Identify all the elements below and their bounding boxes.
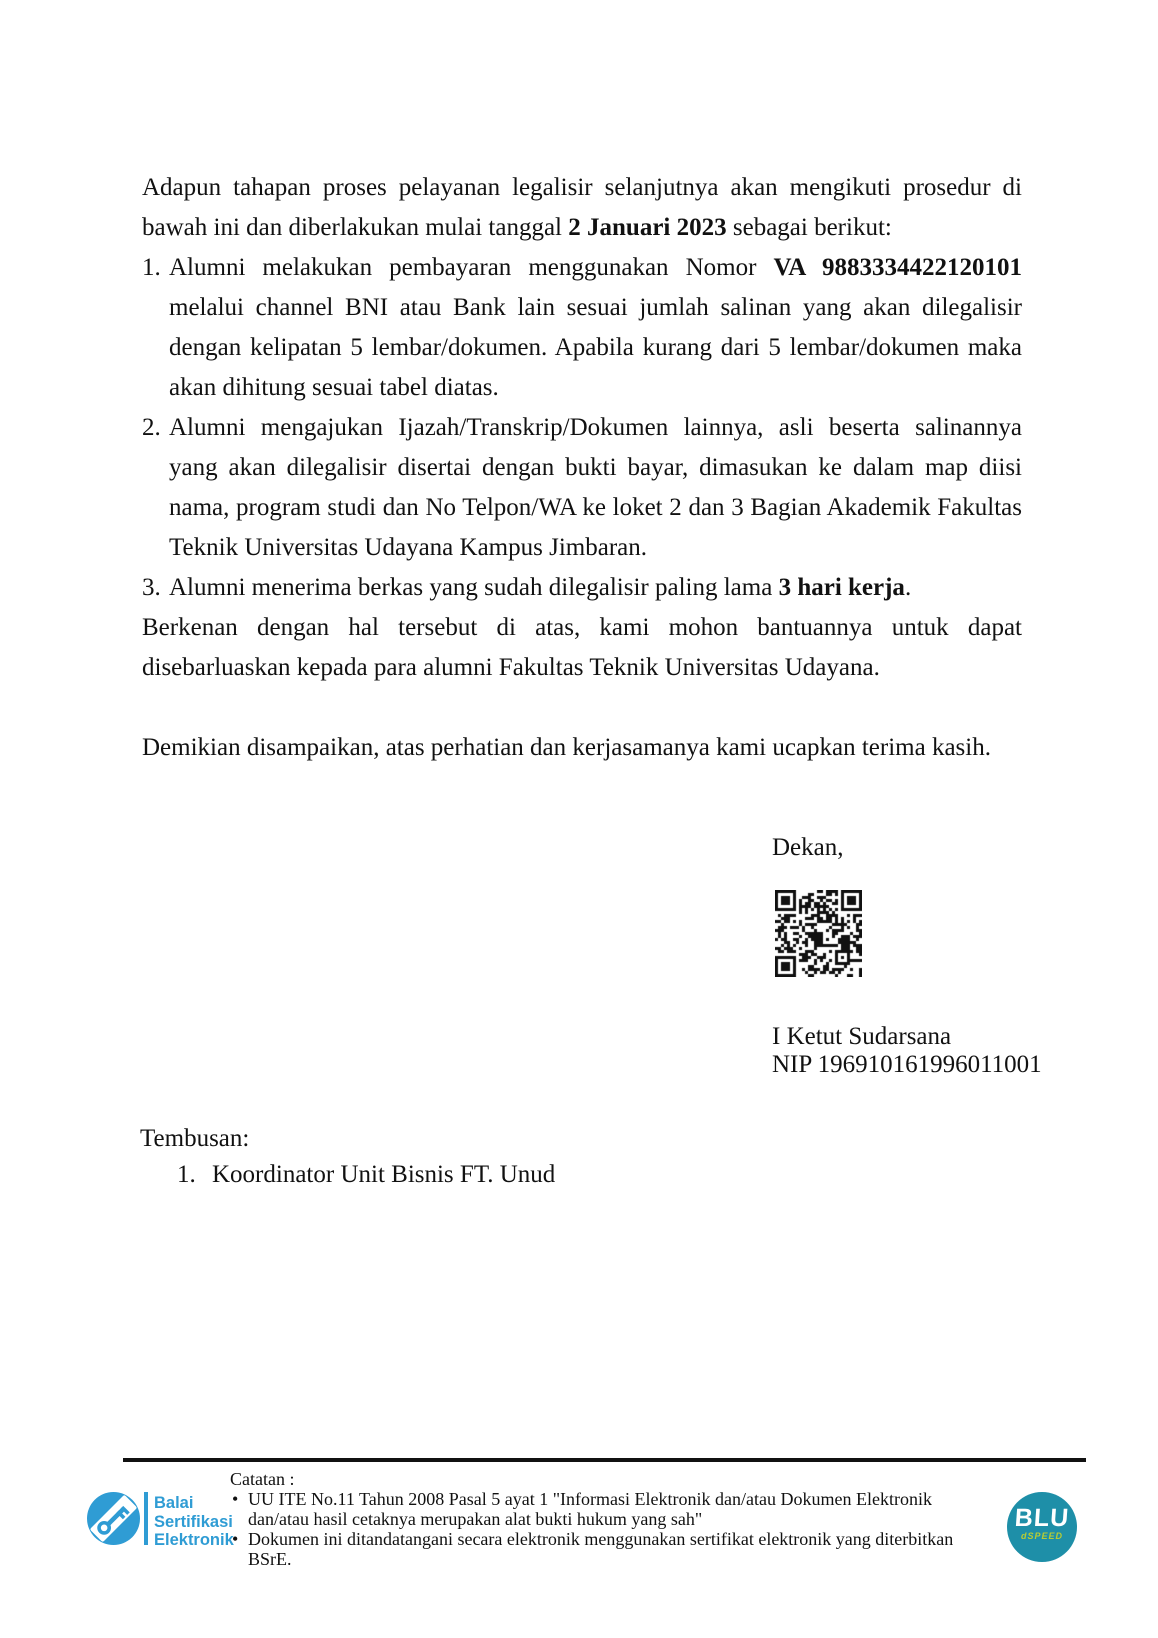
- list-item-number: 2.: [142, 414, 161, 441]
- list-item: [142, 408, 1022, 568]
- numbered-list: [142, 248, 1022, 608]
- footer-note-item: [232, 1529, 982, 1569]
- list-item-number: 3.: [142, 574, 161, 601]
- signatory-nip: NIP 196910161996011001: [772, 1051, 1042, 1078]
- tembusan-item-text: Koordinator Unit Bisnis FT. Unud: [212, 1161, 556, 1188]
- blu-speed-logo: [1007, 1492, 1077, 1562]
- bsre-logo-line: Balai: [154, 1494, 194, 1512]
- closing-paragraph-2: Demikian disampaikan, atas perhatian dan kerjasamanya kami ucapkan terima kasih.: [142, 734, 991, 761]
- list-item: [142, 248, 1022, 408]
- blu-logo-subtext: dSPEED: [1020, 1531, 1063, 1541]
- bsre-logo-line: Sertifikasi: [154, 1512, 233, 1531]
- tembusan-label: Tembusan:: [140, 1125, 250, 1152]
- bsre-logo: [87, 1492, 234, 1550]
- list-item-text: Alumni melakukan pembayaran menggunakan Nomor VA 9883334422120101 melalui channel BNI atau Bank lain sesuai jumlah salinan yang akan dilegalisir dengan kelipatan 5 lembar/dokumen. Apabila kurang dari 5 lembar/dokumen maka akan dihitung sesuai tabel diatas.: [169, 254, 1022, 401]
- bsre-logo-separator: [144, 1492, 148, 1545]
- letter-body: [142, 168, 1022, 768]
- bsre-logo-line: Elektronik: [154, 1531, 234, 1549]
- footer-note-text: Dokumen ini ditandatangani secara elektronik menggunakan sertifikat elektronik yang diterbitkan BSrE.: [248, 1529, 954, 1569]
- signature-block: [772, 1023, 1042, 1079]
- bullet-icon: •: [232, 1529, 239, 1549]
- tembusan-section: [140, 1121, 555, 1193]
- list-item-text: Alumni menerima berkas yang sudah dilegalisir paling lama 3 hari kerja.: [169, 574, 912, 601]
- list-item-number: 1.: [142, 254, 161, 281]
- footer-divider: [123, 1458, 1086, 1462]
- blu-logo-text: BLU: [1013, 1504, 1071, 1532]
- intro-paragraph: Adapun tahapan proses pelayanan legalisir selanjutnya akan mengikuti prosedur di bawah ini dan diberlakukan mulai tanggal 2 Januari 2023 sebagai berikut:: [142, 174, 1022, 241]
- signature-title: Dekan,: [772, 834, 844, 861]
- qr-code: [775, 890, 862, 977]
- bsre-key-icon: [87, 1492, 140, 1545]
- list-item: [142, 568, 1022, 608]
- tembusan-list: [140, 1157, 555, 1193]
- list-item-text: Alumni mengajukan Ijazah/Transkrip/Dokumen lainnya, asli beserta salinannya yang akan dilegalisir disertai dengan bukti bayar, dimasukan ke dalam map diisi nama, program studi dan No Telpon/WA ke loket 2 dan 3 Bagian Akademik Fakultas Teknik Universitas Udayana Kampus Jimbaran.: [169, 414, 1022, 561]
- catatan-label: Catatan :: [230, 1469, 295, 1489]
- signatory-name: I Ketut Sudarsana: [772, 1023, 952, 1050]
- footer-notes: [232, 1489, 982, 1569]
- tembusan-item: [140, 1157, 555, 1193]
- bsre-logo-text: [154, 1492, 234, 1550]
- footer-note-item: [232, 1489, 982, 1529]
- tembusan-item-number: 1.: [177, 1161, 196, 1188]
- footer-note-text: UU ITE No.11 Tahun 2008 Pasal 5 ayat 1 "Informasi Elektronik dan/atau Dokumen Elektronik dan/atau hasil cetaknya merupakan alat bukti hukum yang sah": [248, 1489, 932, 1529]
- bullet-icon: •: [232, 1489, 239, 1509]
- closing-paragraph-1: Berkenan dengan hal tersebut di atas, kami mohon bantuannya untuk dapat disebarluaskan kepada para alumni Fakultas Teknik Universitas Udayana.: [142, 614, 1022, 681]
